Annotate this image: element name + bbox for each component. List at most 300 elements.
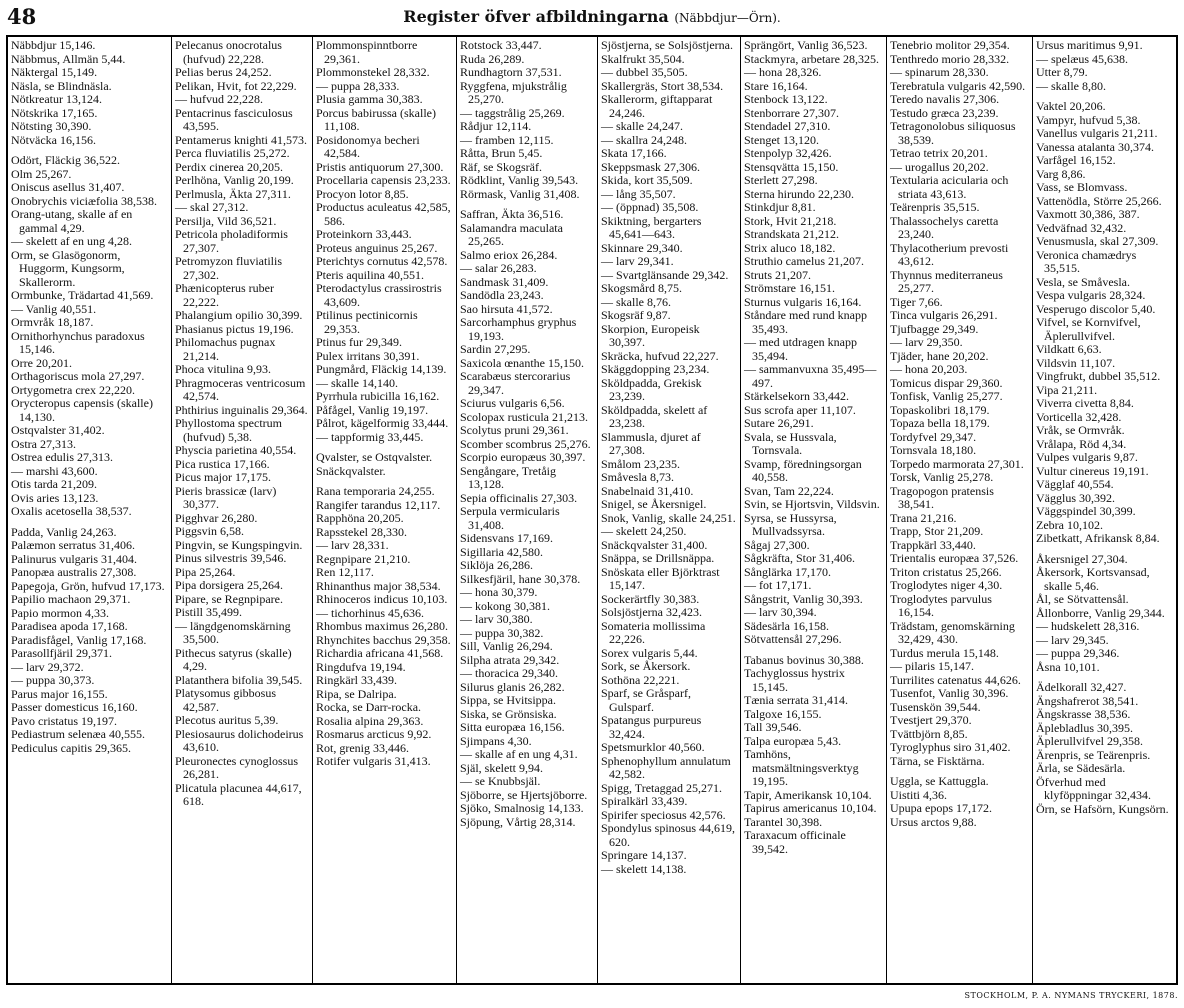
index-entry: Phænicopterus ruber 22,222. [175,281,274,309]
index-entry: Scomber scombrus 25,276. [460,436,591,451]
index-entry: Rocka, se Darr-rocka. [316,700,422,714]
index-entry: Thynnus mediterraneus 25,277. [890,267,1003,295]
index-entry: Veronica chamædrys 35,515. [1036,247,1137,275]
index-entry: Stenborrare 27,307. [744,105,839,120]
index-entry: Regnpipare 21,210. [316,551,411,566]
index-entry: Nötsting 30,390. [11,119,92,133]
index-entry: Tinca vulgaris 26,291. [890,308,998,322]
index-entry: — larv 30,394. [744,605,817,619]
title-range: (Näbbdjur—Örn). [674,11,781,25]
index-entry: Vrålapa, Röd 4,34. [1036,436,1127,451]
index-entry: Sus scrofa aper 11,107. [744,402,856,417]
index-entry: Skalfrukt 35,504. [601,51,685,66]
index-entry: Snöskata eller Björktrast 15,147. [601,564,720,592]
index-entry: — larv 29,350. [890,335,963,349]
index-entry: Taraxacum officinale 39,542. [744,828,846,856]
index-entry: Sippa, se Hvitsippa. [460,693,556,707]
index-entry: Stinkdjur 8,81. [744,200,816,214]
index-entry: Platanthera bifolia 39,545. [175,672,303,687]
index-entry: Rhinanthus major 38,534. [316,578,441,593]
index-entry: Skida, kort 35,509. [601,173,693,187]
index-entry: Skallerorm, giftapparat 24,246. [601,92,713,120]
index-entry: Salamandra maculata 25,265. [460,220,563,248]
index-entry: Pelikan, Hvit, fot 22,229. [175,78,297,93]
index-entry: Åkersork, Kortsvansad, skalle 5,46. [1036,565,1150,593]
index-entry: Rapsstekel 28,330. [316,524,407,539]
index-entry: Rödklint, Vanlig 39,543. [460,173,579,187]
index-entry: Vanessa atalanta 30,374. [1036,139,1154,154]
index-entry: Procyon lotor 8,85. [316,186,409,201]
index-entry: Teredo navalis 27,306. [890,92,1000,106]
index-entry: Sill, Vanlig 26,294. [460,639,553,653]
index-entry: Zebra 10,102. [1036,517,1103,532]
index-entry: — spinarum 28,330. [890,65,989,79]
index-entry: Strix aluco 18,182. [744,240,836,255]
index-entry: Proteinkorn 33,443. [316,227,412,241]
index-entry: Ormvråk 18,187. [11,315,94,329]
index-grid [6,35,1178,985]
index-entry: Teärenpris 35,515. [890,200,980,214]
index-entry: — skalle 8,80. [1036,78,1106,93]
index-entry: Sepia officinalis 27,303. [460,490,578,505]
index-entry: Tvestjert 29,370. [890,713,972,727]
index-entry: Sphenophyllum annulatum 42,582. [601,753,731,781]
index-entry: Sterlett 27,298. [744,173,818,187]
index-entry: Näbbmus, Allmän 5,44. [11,51,126,66]
index-entry: Nötskrika 17,165. [11,105,98,120]
index-entry: Phalangium opilio 30,399. [175,308,303,322]
index-entry: Persilja, Vild 36,521. [175,213,277,228]
index-entry: — larv 28,331. [316,538,389,552]
index-entry: Sutare 26,291. [744,416,814,430]
index-entry: Phthirius inguinalis 29,364. [175,402,308,417]
index-entry: Perca fluviatilis 25,272. [175,146,290,160]
index-entry: Öfverhud med klyföppningar 32,434. [1036,774,1151,802]
index-entry: Spetsmurklor 40,560. [601,740,705,754]
index-entry: Tænia serrata 31,414. [744,693,848,707]
index-entry: Småvesla 8,73. [601,470,674,484]
index-entry: Sjimpans 4,30. [460,733,532,748]
page-number: 48 [7,4,37,29]
index-entry: Terebratula vulgaris 42,590. [890,78,1026,93]
index-entry: Ostrea edulis 27,313. [11,450,113,464]
index-entry: Picus major 17,175. [175,470,271,484]
index-entry: Spirifer speciosus 42,576. [601,807,726,822]
index-entry: Oxalis acetosella 38,537. [11,504,132,518]
index-entry: — larv 29,345. [1036,632,1109,647]
index-entry: Sånglärka 17,170. [744,564,831,579]
index-entry: Procellaria capensis 23,233. [316,173,451,187]
index-entry: Vass, se Blomvass. [1036,180,1128,194]
index-entry: Sciurus vulgaris 6,56. [460,396,565,410]
index-entry: Pithecus satyrus (skalle) 4,29. [175,645,292,673]
index-entry: Stendadel 27,310. [744,119,831,133]
index-entry: Skeppsmask 27,306. [601,159,700,174]
index-entry: — längdgenomskärning 35,500. [175,618,291,646]
index-entry: Talgoxe 16,155. [744,706,822,721]
index-entry: Pigghvar 26,280. [175,510,258,525]
index-entry: — skallra 24,248. [601,132,687,147]
index-entry: Ädelkorall 32,427. [1036,680,1127,694]
index-entry: Solsjöstjerna 32,423. [601,605,702,619]
index-entry: Pelecanus onocrotalus (hufvud) 22,228. [175,38,282,66]
index-entry: Torpedo marmorata 27,301. [890,456,1024,471]
index-entry: Sjöstjerna, se Solsjöstjerna. [601,38,733,52]
index-entry: Stärkelsekorn 33,442. [744,389,849,403]
index-entry: Strandskata 21,212. [744,227,839,241]
index-entry: Venusmusla, skal 27,309. [1036,234,1159,248]
index-entry: Textularia acicularia och striata 43,613. [890,173,1009,201]
index-entry: Thalassochelys caretta 23,240. [890,213,999,241]
index-entry: Trana 21,216. [890,510,957,525]
index-entry: Sjöpung, Vårtig 28,314. [460,814,576,829]
index-entry: Rotifer vulgaris 31,413. [316,754,431,768]
index-entry: — puppa 29,346. [1036,646,1120,660]
index-entry: Tordyfvel 29,347. [890,429,977,444]
index-entry: Plesiosaurus dolichodeirus 43,610. [175,726,304,754]
index-entry: Ärla, se Sädesärla. [1036,761,1126,775]
index-entry: Palæmon serratus 31,406. [11,538,135,552]
index-entry: Rosmarus arcticus 9,92. [316,727,432,741]
index-entry: Syrsa, se Hussyrsa, Mullvadssyrsa. [744,510,837,538]
index-entry: Rana temporaria 24,255. [316,484,435,498]
index-entry: Svala, se Hussvala, Tornsvala. [744,429,837,457]
index-entry: Spigg, Tretaggad 25,271. [601,780,723,795]
index-entry: Åkersnigel 27,304. [1036,551,1128,566]
index-entry: — larv 29,372. [11,659,84,674]
index-entry: Svin, se Hjortsvin, Vildsvin. [744,497,880,511]
index-entry: Orycteropus capensis (skalle) 14,130. [11,396,153,424]
index-entry: Rotstock 33,447. [460,38,542,52]
index-entry: — spelæus 45,638. [1036,51,1129,66]
index-entry: Vulpes vulgaris 9,87. [1036,450,1138,464]
index-entry: Ostra 27,313. [11,436,76,451]
index-entry: Thylacotherium prevosti 43,612. [890,240,1009,268]
index-entry: Scolopax rusticula 21,213. [460,409,588,424]
index-entry: Tusenfot, Vanlig 30,396. [890,686,1009,700]
index-entry: Plicatula placunea 44,617, 618. [175,780,302,808]
index-column-6 [741,37,887,983]
index-entry: Ursus maritimus 9,91. [1036,38,1143,52]
index-column-4 [457,37,598,983]
index-entry: Snok, Vanlig, skalle 24,251. [601,510,736,525]
title-text: Register öfver afbildningarna [403,7,669,26]
index-entry: Pica rustica 17,166. [175,456,270,471]
index-entry: Sprängört, Vanlig 36,523. [744,38,868,52]
index-entry: Stenbock 13,122. [744,92,828,106]
index-entry: Sengångare, Tretåig 13,128. [460,463,556,491]
index-entry: — Vanlig 40,551. [11,301,97,316]
index-entry: Vaxmott 30,386, 387. [1036,207,1140,221]
index-entry: Tornsvala 18,180. [890,443,977,457]
index-entry: — med utdragen knapp 35,494. [744,335,857,363]
index-entry: Slammusla, djuret af 27,308. [601,429,701,457]
index-entry: Ål, se Sötvattensål. [1036,592,1129,606]
index-entry: Torsk, Vanlig 25,278. [890,470,994,484]
index-entry: Stackmyra, arbetare 28,325. [744,51,879,66]
index-entry: Plusia gamma 30,383. [316,92,423,106]
index-entry: Onobrychis viciæfolia 38,538. [11,193,157,208]
index-column-5 [598,37,741,983]
index-entry: Parus major 16,155. [11,686,108,701]
index-entry: Productus aculeatus 42,585, 586. [316,200,451,228]
index-column-1 [8,37,172,983]
index-entry: Örn, se Hafsörn, Kungsörn. [1036,801,1169,816]
index-entry: Rangifer tarandus 12,117. [316,497,441,512]
index-entry: Tärna, se Fisktärna. [890,753,985,768]
index-entry: Stare 16,164. [744,78,808,93]
index-entry: — hona 30,379. [460,585,538,599]
index-entry: Trapp, Stor 21,209. [890,524,984,538]
index-entry: Struts 21,207. [744,267,812,282]
index-entry: — skalle 8,76. [601,294,671,309]
index-entry: Själ, skelett 9,94. [460,760,543,775]
index-entry: Vorticella 32,428. [1036,409,1122,424]
index-entry: Sardin 27,295. [460,342,531,356]
index-entry: Stenpolyp 32,426. [744,146,832,160]
index-entry: Pipa dorsigera 25,264. [175,578,283,592]
index-entry: Sötvattensål 27,296. [744,632,842,646]
index-entry: Papilio machaon 29,371. [11,592,131,606]
index-entry: Sandödla 23,243. [460,288,544,302]
index-entry: Rapphöna 20,205. [316,511,404,525]
index-entry: Sjöborre, se Hjertsjöborre. [460,787,588,802]
index-entry: — thoracica 29,340. [460,666,558,680]
index-entry: Testudo græca 23,239. [890,105,999,120]
index-entry: Pristis antiquorum 27,300. [316,159,444,174]
index-entry: Viverra civetta 8,84. [1036,396,1134,410]
index-entry: Ringkärl 33,439. [316,673,397,687]
index-entry: — skalle af en ung 4,31. [460,747,578,761]
index-entry: Skiktning, bergarters 45,641—643. [601,213,702,241]
index-entry: Serpula vermicularis 31,408. [460,504,560,532]
index-entry: Passer domesticus 16,160. [11,700,138,714]
index-entry: Orthagoriscus mola 27,297. [11,369,145,383]
index-entry: Vipa 21,211. [1036,382,1098,397]
index-entry: Rhombus maximus 26,280. [316,619,449,633]
index-entry: Sockerärtfly 30,383. [601,591,700,606]
index-entry: Olm 25,267. [11,166,72,181]
index-column-7 [887,37,1033,983]
index-entry: Vampyr, hufvud 5,38. [1036,112,1141,127]
index-entry: Rådjur 12,114. [460,119,532,133]
index-entry: Skinnare 29,340. [601,240,683,255]
index-entry: Rhynchites bacchus 29,358. [316,632,451,647]
index-entry: Topaza bella 18,179. [890,416,990,430]
index-entry: Tvättbjörn 8,85. [890,726,968,741]
index-entry: Somateria mollissima 22,226. [601,618,706,646]
index-entry: — marshi 43,600. [11,463,98,478]
index-entry: Vifvel, se Kornvifvel, Äplerullvifvel. [1036,315,1141,343]
index-entry: Skräcka, hufvud 22,227. [601,348,719,363]
index-entry: Ptilinus pectinicornis 29,353. [316,308,418,336]
index-entry: Saxicola œnanthe 15,150. [460,355,584,370]
index-entry: Räf, se Skogsräf. [460,159,542,174]
index-entry: — larv 30,380. [460,612,533,626]
index-entry: Nötkreatur 13,124. [11,92,102,106]
index-entry: Tapir, Amerikansk 10,104. [744,787,872,802]
index-entry: — framben 12,115. [460,132,554,147]
index-entry: — hufvud 22,228. [175,92,263,106]
index-entry: Tragopogon pratensis 38,541. [890,483,994,511]
index-entry: Pipa 25,264. [175,564,236,579]
index-entry: — kokong 30,381. [460,598,550,613]
index-entry: Tapirus americanus 10,104. [744,801,877,815]
index-entry: Snäckqvalster 31,400. [601,537,708,552]
index-entry: Tarantel 30,398. [744,814,823,829]
index-entry: Orm, se Glasögonorm, Huggorm, Kungsorm, Skallerorm. [11,247,125,289]
index-entry: Ripa, se Dalripa. [316,686,397,701]
index-entry: — skalle 24,247. [601,119,683,133]
index-entry: Topaskolibri 18,179. [890,402,990,417]
index-entry: Sköldpadda, skelett af 23,238. [601,402,708,430]
index-entry: Ållonborre, Vanlig 29,344. [1036,605,1165,620]
index-entry: Ren 12,117. [316,565,374,579]
index-entry: Plommonstekel 28,332. [316,65,430,79]
index-entry: Äplerullvifvel 29,358. [1036,734,1143,748]
index-entry: Skogsräf 9,87. [601,308,671,322]
index-entry: Spondylus spinosus 44,619, 620. [601,821,736,849]
index-entry: Stenget 13,120. [744,132,819,147]
index-entry: Varg 8,86. [1036,166,1086,181]
index-entry: Näktergal 15,149. [11,65,98,79]
index-entry: Tiger 7,66. [890,294,943,309]
index-entry: Pediculus capitis 29,365. [11,740,131,755]
index-entry: Sjöko, Smalnosig 14,133. [460,801,584,815]
index-entry: Tjäder, hane 20,202. [890,348,989,363]
index-entry: Tall 39,546. [744,720,802,734]
index-entry: Pediastrum selenæa 40,555. [11,727,145,741]
index-entry: Uistiti 4,36. [890,787,948,802]
index-entry: Uggla, se Kattuggla. [890,774,989,788]
index-entry: — lång 35,507. [601,186,676,201]
index-entry: Vingfrukt, dubbel 35,512. [1036,369,1161,383]
index-entry: Pieris brassicæ (larv) 30,377. [175,483,277,511]
index-entry: Ormbunke, Trädartad 41,569. [11,288,154,302]
index-entry: Smålom 23,235. [601,456,681,471]
index-entry: Sparf, se Gråsparf, Gulsparf. [601,686,691,714]
index-entry: Äplebladlus 30,395. [1036,720,1133,735]
index-entry: Ståndare med rund knapp 35,493. [744,308,867,336]
index-entry: Posidonomya becheri 42,584. [316,132,420,160]
index-entry: Pulex irritans 30,391. [316,348,420,363]
index-entry: Pentacrinus fasciculosus 43,595. [175,105,293,133]
index-entry: Nötväcka 16,156. [11,132,96,147]
index-entry: Petromyzon fluviatilis 27,302. [175,254,282,282]
index-entry: Tenebrio molitor 29,354. [890,38,1010,52]
index-entry: Palinurus vulgaris 31,404. [11,551,137,566]
index-entry: Papio mormon 4,33. [11,605,109,620]
index-entry: Pålrot, kägelformig 33,444. [316,416,449,430]
index-entry: Vildsvin 11,107. [1036,355,1116,370]
index-entry: Scarabæus stercorarius 29,347. [460,369,571,397]
index-entry: Paradisfågel, Vanlig 17,168. [11,632,147,647]
index-entry: Oniscus asellus 31,407. [11,180,125,194]
index-entry: Springare 14,137. [601,848,687,862]
index-entry: Sädesärla 16,158. [744,618,829,633]
index-entry: — larv 29,341. [601,254,674,268]
index-entry: Vattenödla, Större 25,266. [1036,193,1162,208]
index-entry: — fot 17,171. [744,578,812,592]
index-entry: Petricola pholadiformis 27,307. [175,227,288,255]
index-entry: Pinus silvestris 39,546. [175,551,287,565]
index-entry: Philomachus pugnax 21,214. [175,335,276,363]
index-entry: Tetrao tetrix 20,201. [890,146,988,160]
index-entry: Phyllostoma spectrum (hufvud) 5,38. [175,416,282,444]
index-entry: Pteris aquilina 40,551. [316,267,424,282]
index-entry: Ryggfena, mjukstrålig 25,270. [460,78,567,106]
index-entry: Saffran, Äkta 36,516. [460,207,564,221]
index-entry: Orre 20,201. [11,355,72,370]
index-entry: Tachyglossus hystrix 15,145. [744,666,845,694]
index-entry: Ängskrasse 38,536. [1036,707,1131,721]
index-entry: Phragmoceras ventricosum 42,574. [175,375,306,403]
index-entry: Talpa europæa 5,43. [744,733,842,748]
index-entry: — pilaris 15,147. [890,659,974,673]
index-entry: — dubbel 35,505. [601,65,688,79]
index-entry: Siska, se Grönsiska. [460,706,557,721]
index-column-3 [313,37,457,983]
index-entry: Pingvin, se Kungspingvin. [175,537,303,552]
index-entry: Triton cristatus 25,266. [890,564,1002,579]
index-entry: Sidensvans 17,169. [460,531,553,545]
index-entry: Paradisea apoda 17,168. [11,619,128,633]
index-entry: — taggstrålig 25,269. [460,105,565,120]
index-entry: Ornithorhynchus paradoxus 15,146. [11,328,145,356]
index-column-2 [172,37,313,983]
index-entry: Sköldpadda, Grekisk 23,239. [601,375,702,403]
index-entry: Sågaj 27,300. [744,537,810,552]
index-entry: Pleuronectes cynoglossus 26,281. [175,753,298,781]
index-entry: Skäggdopping 23,234. [601,362,710,376]
index-entry: Vägglaf 40,554. [1036,477,1114,491]
index-entry: Scolytus pruni 29,361. [460,423,569,437]
index-entry: Skallergräs, Stort 38,534. [601,78,724,93]
index-entry: Tetragonolobus siliquosus 38,539. [890,119,1016,147]
index-entry: Rundhagtorn 37,531. [460,65,562,79]
index-entry: Proteus anguinus 25,267. [316,240,438,255]
index-entry: Ptinus fur 29,349. [316,335,403,349]
index-entry: Tonfisk, Vanlig 25,277. [890,389,1003,403]
index-entry: Trappkärl 33,440. [890,537,976,552]
index-entry: Sågkräfta, Stor 31,406. [744,551,855,565]
index-entry: Näbbdjur 15,146. [11,38,96,52]
index-entry: Sångstrit, Vanlig 30,393. [744,591,863,606]
index-entry: Perdix cinerea 20,205. [175,159,283,174]
index-entry: Påfågel, Vanlig 19,197. [316,402,429,417]
index-entry: Silurus glanis 26,282. [460,679,565,694]
index-entry: — Svartglänsande 29,342. [601,267,729,282]
index-entry: Vanellus vulgaris 21,211. [1036,126,1158,140]
index-entry: — hona 28,326. [744,65,822,79]
index-entry: Troglodytes niger 4,30. [890,578,1003,592]
index-entry: Pistill 35,499. [175,605,243,619]
index-entry: Orang-utang, skalle af en gammal 4,29. [11,207,133,235]
index-entry: Ursus arctos 9,88. [890,814,977,829]
index-entry: Vesla, se Småvesla. [1036,274,1130,289]
index-entry: Tjufbagge 29,349. [890,321,979,336]
index-entry: Tamhöns, matsmältningsverktyg 19,195. [744,747,859,788]
index-entry: Svamp, föredningsorgan 40,558. [744,456,862,484]
index-entry: Scorpio europæus 30,397. [460,450,586,464]
index-entry: Tabanus bovinus 30,388. [744,652,864,667]
index-entry: Physcia parietina 40,554. [175,443,297,457]
index-entry: — skelett af en ung 4,28. [11,234,132,248]
index-entry: Ostqvalster 31,402. [11,423,105,437]
index-entry: Vägglus 30,392. [1036,490,1115,505]
index-entry: Panopæa australis 27,308. [11,565,137,579]
index-entry: Perlhöna, Vanlig 20,199. [175,173,294,187]
